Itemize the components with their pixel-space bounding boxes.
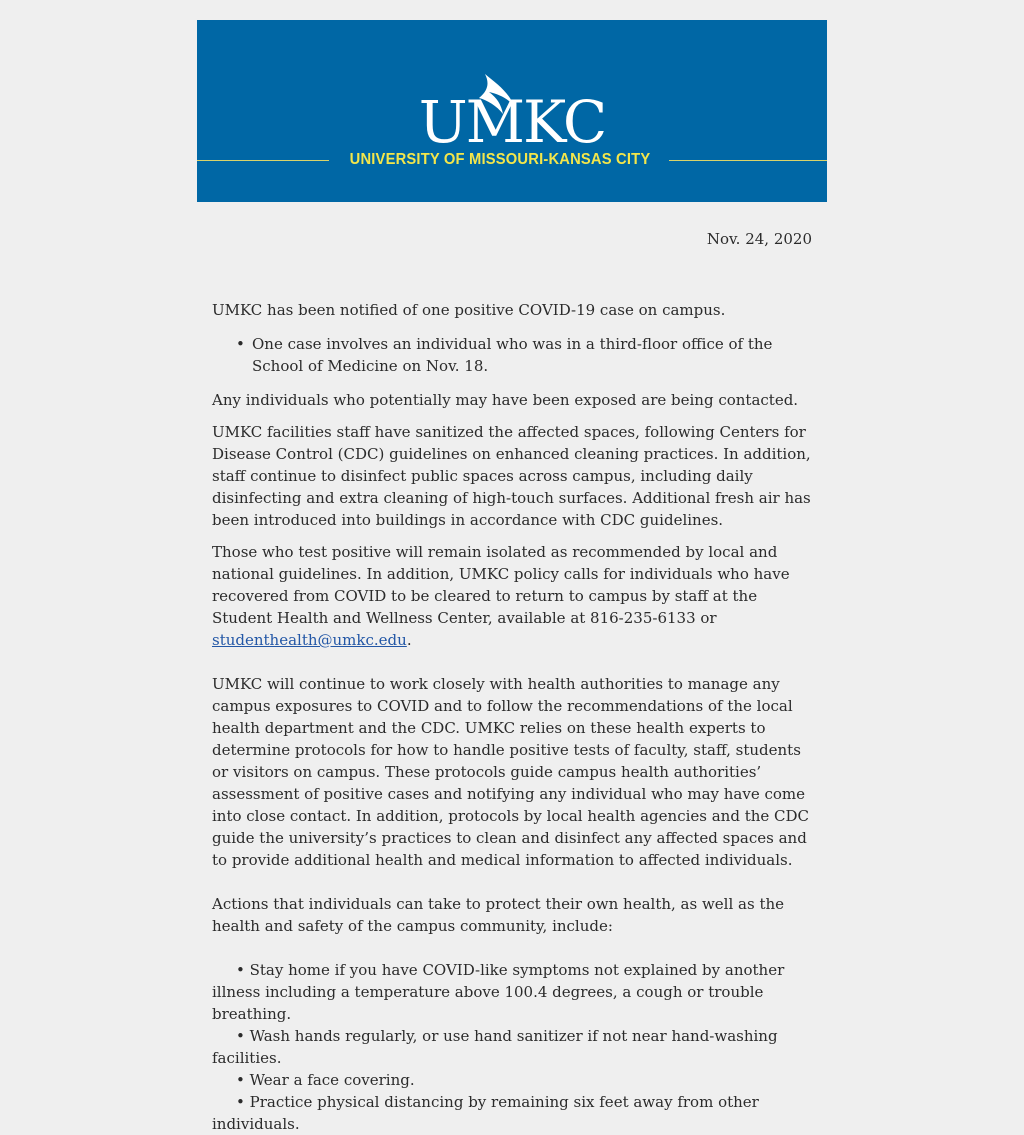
isolation-text: Those who test positive will remain isolated as recommended by local and national guidelines. In addition, UMKC policy calls for individuals who have recovered from COVID to be cleared to return to campus by staff at the Student Health and Wellness Center, available at 816-235-6133 or (212, 543, 790, 627)
sanitize-paragraph: UMKC facilities staff have sanitized the affected spaces, following Centers for Disease Control (CDC) guidelines on enhanced cleaning practices. In addition, staff continue to disinfect public spaces across campus, including daily disinfecting and extra cleaning of high-touch surfaces. Additional fresh air has been introduced into buildings in accordance with CDC guidelines. (212, 423, 811, 529)
action-item: • Wear a face covering. (236, 1071, 415, 1089)
action-item: • Practice physical distancing by remaining six feet away from other individuals. (212, 1093, 759, 1133)
student-health-email-link[interactable]: studenthealth@umkc.edu (212, 631, 407, 649)
email-date: Nov. 24, 2020 (706, 230, 812, 248)
case-bullet-text: One case involves an individual who was in a third-floor office of the School of Medicine on Nov. 18. (252, 335, 773, 375)
actions-intro: Actions that individuals can take to protect their own health, as well as the health and safety of the campus community, include: (212, 895, 785, 935)
action-item: • Stay home if you have COVID-like symptoms not explained by another illness including a temperature above 100.4 degrees, a cough or trouble breathing. (212, 961, 785, 1023)
isolation-text-end: . (406, 631, 412, 649)
authorities-paragraph: UMKC will continue to work closely with health authorities to manage any campus exposures to COVID and to follow the recommendations of the local health department and the CDC. UMKC relies on these health experts to determine protocols for how to handle positive tests of faculty, staff, students or visitors on campus. These protocols guide campus health authorities’ assessment of positive cases and notifying any individual who may have come into close contact. In addition, protocols by local health agencies and the CDC guide the university’s practices to clean and disinfect any affected spaces and to provide additional health and medical information to affected individuals. (212, 675, 810, 869)
logo-wordmark: UMKC (418, 88, 606, 156)
bullet-icon: • (236, 335, 245, 353)
case-list-item (212, 333, 816, 377)
action-item: • Wash hands regularly, or use hand sanitizer if not near hand-washing facilities. (212, 1027, 778, 1067)
email-body (212, 299, 816, 1135)
logo-rule-right (669, 160, 827, 161)
intro-paragraph: UMKC has been notified of one positive COVID-19 case on campus. (212, 301, 726, 319)
logo-rule-left (197, 160, 329, 161)
isolation-paragraph (212, 541, 816, 651)
logo-subtitle: UNIVERSITY OF MISSOURI-KANSAS CITY (349, 151, 651, 168)
header-banner (197, 20, 827, 202)
contact-paragraph: Any individuals who potentially may have been exposed are being contacted. (212, 391, 799, 409)
